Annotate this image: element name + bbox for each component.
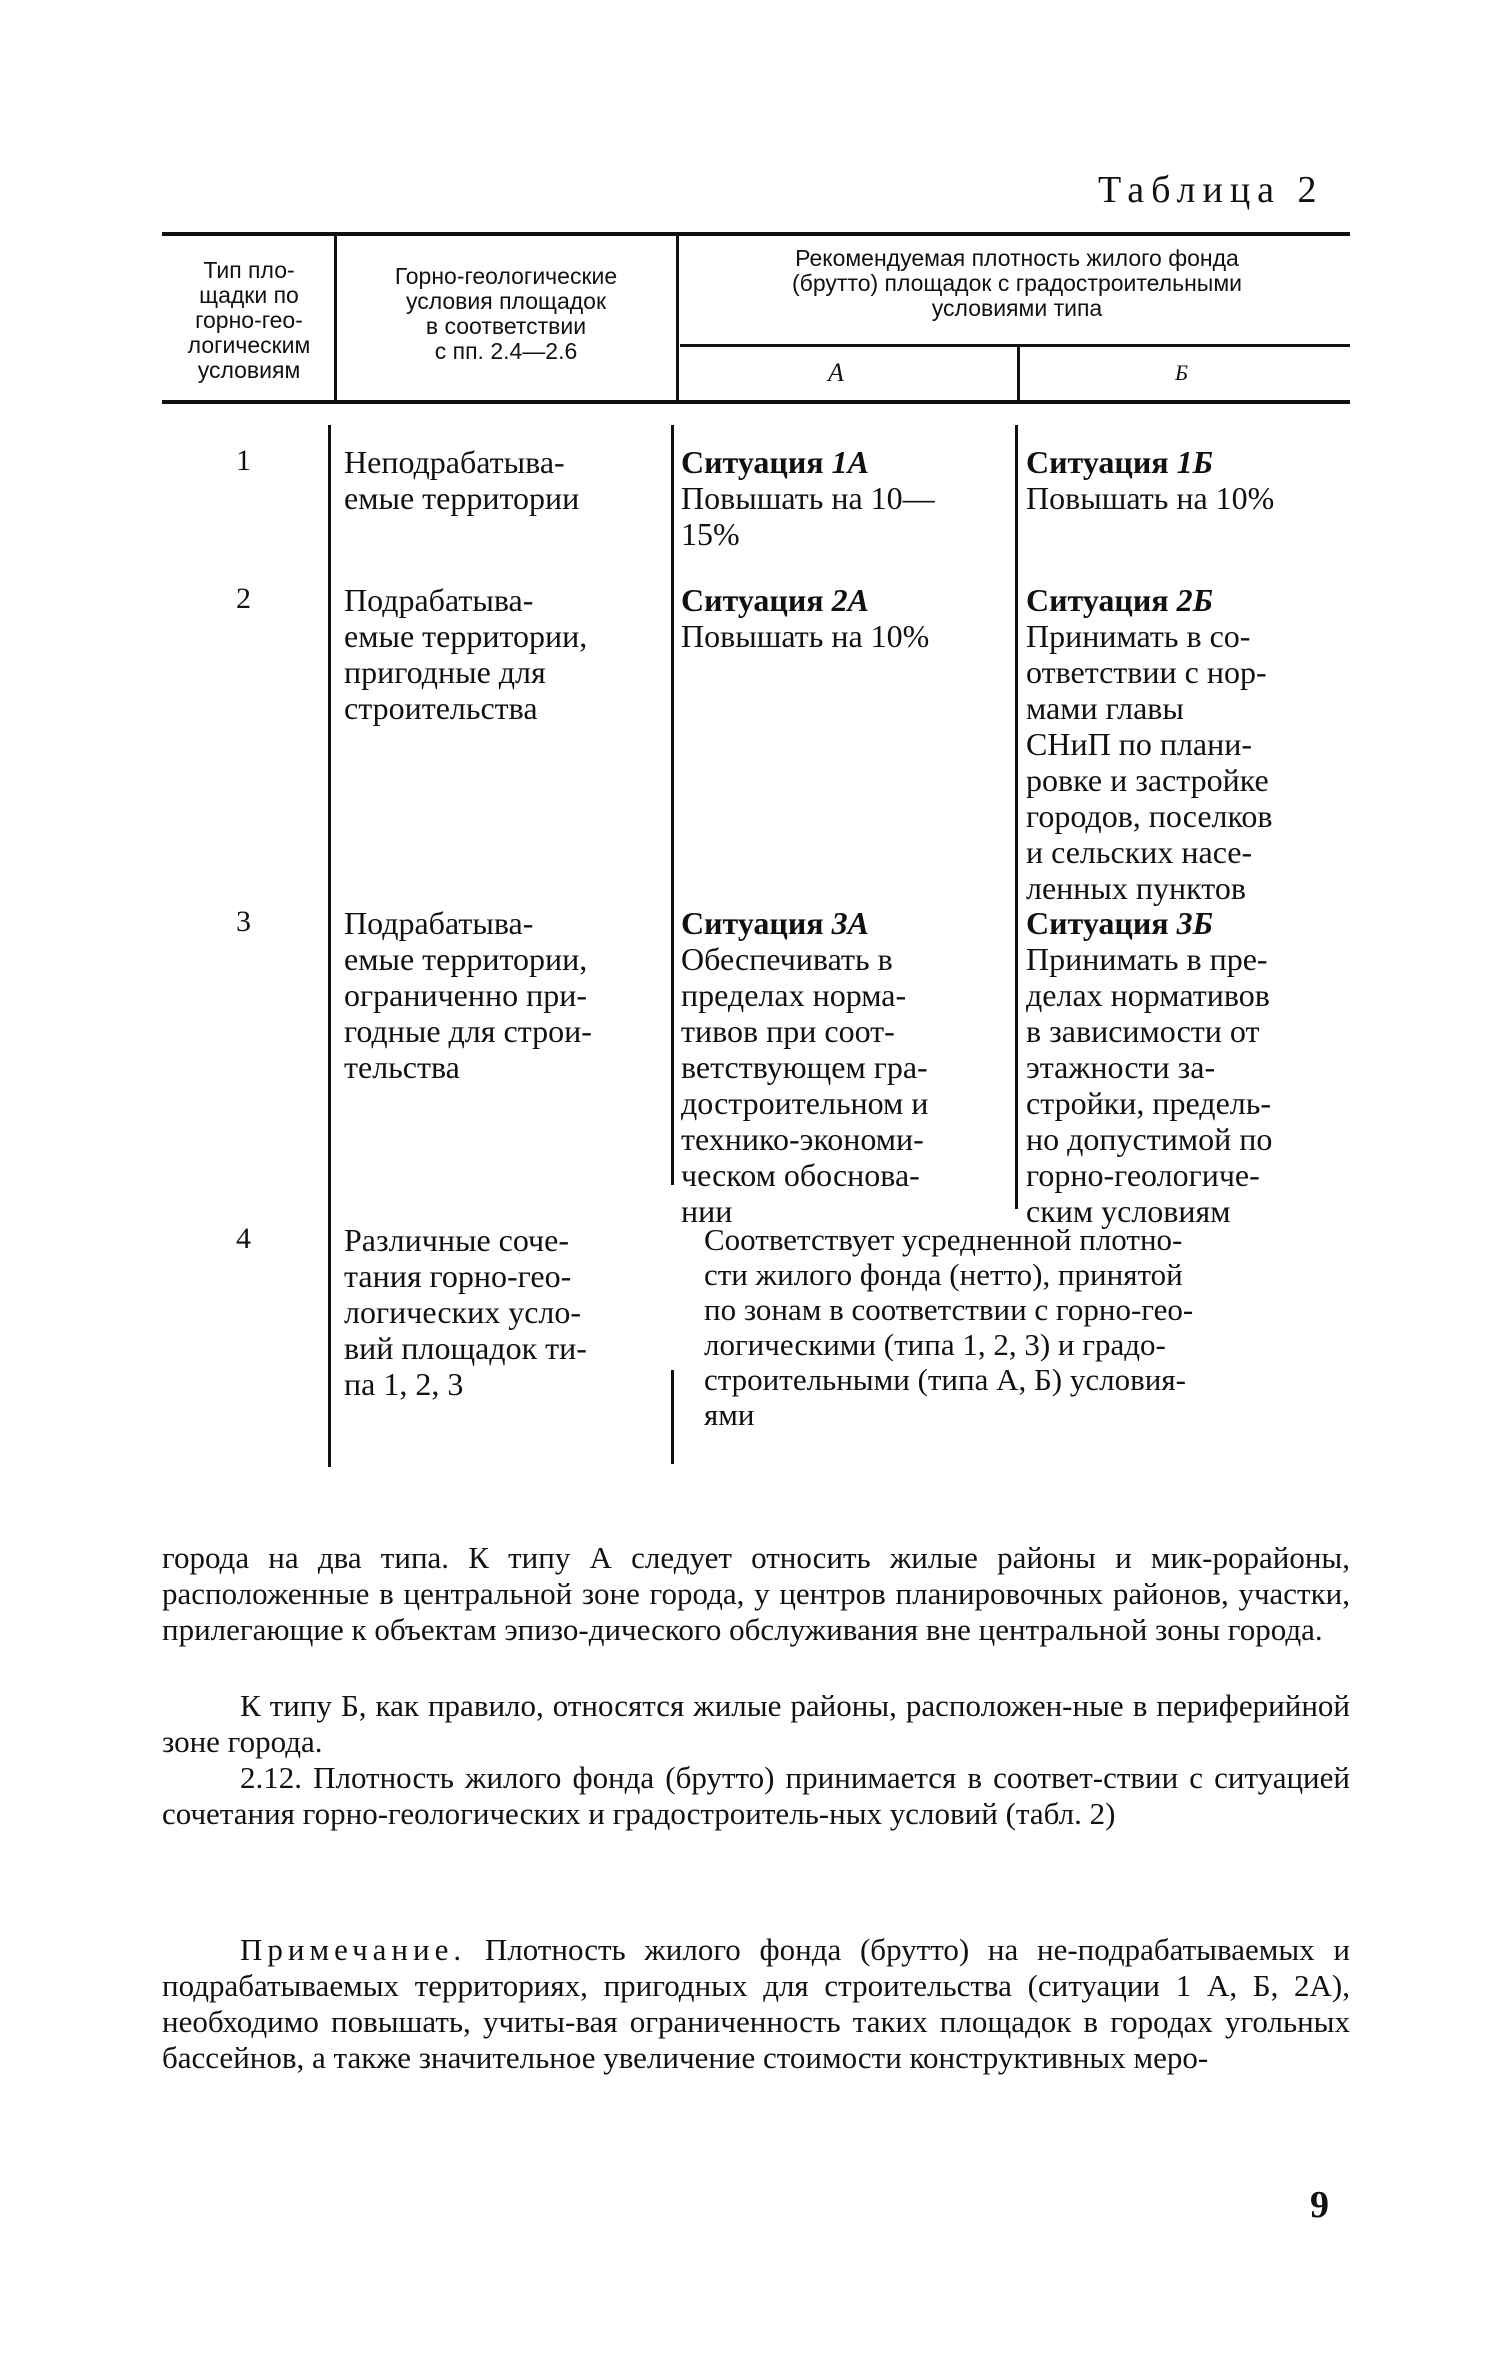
subheader-rule (680, 344, 1350, 347)
situation-cell-a: Ситуация 1А Повышать на 10— 15% (681, 444, 935, 552)
table-top-rule (162, 232, 1350, 236)
table-caption: Таблица 2 (1098, 169, 1324, 211)
body-divider-1 (328, 425, 331, 1467)
header-site-type: Тип пло- щадки по горно-гео- логическим условиям (187, 257, 311, 383)
header-bottom-rule (162, 400, 1350, 404)
situation-cell-a: Ситуация 3А Обеспечивать в пределах норма- тивов при соот- ветствующем гра- достроительном и технико-экономи- ческом обоснова- нии (681, 905, 929, 1229)
note-paragraph (162, 1932, 1350, 2076)
conditions-cell: Неподрабатыва- емые территории (344, 444, 580, 516)
note-text: Плотность жилого фонда (брутто) на не-подрабатываемых и подрабатываемых территориях, пригодных для строительства (ситуации 1 А, Б, 2А), необходимо повышать, учиты-вая ограниченность таких площадок в городах угольных бассейнов, а также значительное увеличение стоимости конструктивных меро- (162, 1932, 1350, 2075)
header-conditions: Горно-геологические условия площадок в соответствии с пп. 2.4—2.6 (394, 263, 618, 364)
row-number: 2 (236, 582, 251, 615)
page-number: 9 (1310, 2184, 1329, 2226)
body-paragraph: 2.12. Плотность жилого фонда (брутто) принимается в соответ-ствии с ситуацией сочетания горно-геологических и градостроитель-ных условий (табл. 2) (162, 1760, 1350, 1831)
body-divider-2-lower (671, 1370, 674, 1464)
body-divider-3 (1015, 425, 1018, 1209)
body-divider-2 (671, 425, 674, 1185)
conditions-cell: Подрабатыва- емые территории, ограниченно при- годные для строи- тельства (344, 905, 592, 1085)
body-paragraph: К типу Б, как правило, относятся жилые районы, расположен-ные в периферийной зоне города. (162, 1688, 1350, 1759)
situation-cell-b: Ситуация 2Б Принимать в со- ответствии с нор- мами главы СНиП по плани- ровке и застройке городов, поселков и сельских насе- ленных пунктов (1026, 582, 1273, 906)
header-type-a: А (828, 358, 844, 387)
header-type-b: Б (1175, 360, 1188, 385)
body-paragraph: города на два типа. К типу А следует относить жилые районы и мик-рорайоны, расположенные в центральной зоне города, у центров планировочных районов, участки, прилегающие к объектам эпизо-дического обслуживания вне центральной зоны города. (162, 1540, 1350, 1647)
header-divider-3 (1017, 344, 1020, 400)
row-number: 1 (236, 444, 251, 477)
header-divider-1 (334, 236, 337, 400)
header-divider-2 (676, 236, 679, 400)
conditions-cell: Подрабатыва- емые территории, пригодные для строительства (344, 582, 588, 726)
situation-cell-b: Ситуация 1Б Повышать на 10% (1026, 444, 1275, 516)
row-number: 3 (236, 905, 251, 938)
situation-cell-b: Ситуация 3Б Принимать в пре- делах нормативов в зависимости от этажности за- стройки, предель- но допустимой по горно-геологиче- ским условиям (1026, 905, 1273, 1229)
header-density: Рекомендуемая плотность жилого фонда (брутто) площадок с градостроительными условиями типа (792, 245, 1242, 321)
merged-density-cell: Соответствует усредненной плотно- сти жилого фонда (нетто), принятой по зонам в соответствии с горно-гео- логическими (типа 1, 2, 3) и градо- строительными (типа А, Б) условия- ями (704, 1222, 1194, 1432)
conditions-cell: Различные соче- тания горно-гео- логических усло- вий площадок ти- па 1, 2, 3 (344, 1222, 587, 1402)
situation-cell-a: Ситуация 2А Повышать на 10% (681, 582, 930, 654)
row-number: 4 (236, 1222, 251, 1255)
note-label: Примечание. (240, 1932, 467, 1967)
